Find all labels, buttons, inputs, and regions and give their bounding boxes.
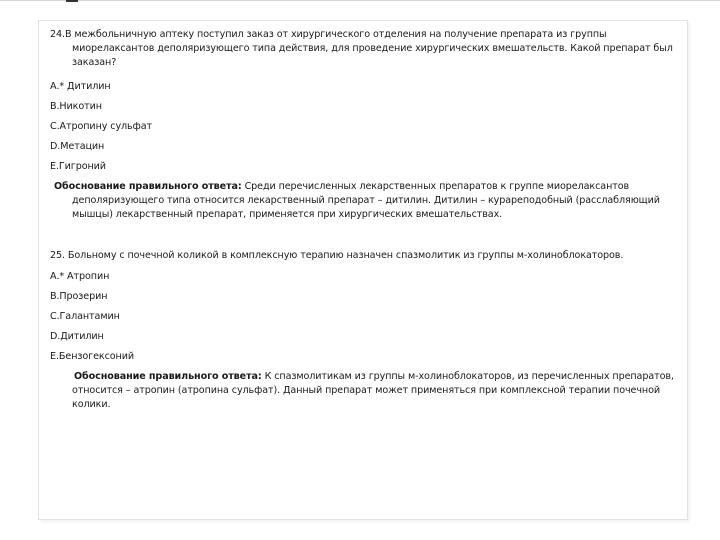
question-25-option-a: А.* Атропин <box>50 271 110 282</box>
question-24-options <box>50 77 678 177</box>
question-25-option-d: D.Дитилин <box>50 331 104 342</box>
question-24-option-d: D.Метацин <box>50 141 105 152</box>
question-24-answer-label: Обоснование правильного ответа: <box>54 181 242 192</box>
question-25-option-e: Е.Бензогексоний <box>50 351 134 362</box>
question-24-answer <box>50 180 678 222</box>
question-24-option-e: Е.Гигроний <box>50 161 106 172</box>
question-25-answer <box>50 370 678 412</box>
slide-content <box>50 28 678 412</box>
question-25-option-c: С.Галантамин <box>50 311 120 322</box>
question-24-option-a: А.* Дитилин <box>50 81 111 92</box>
question-25-answer-text: К спазмолитикам из группы м-холиноблокаторов, из перечисленных препаратов, относится – атропин (атропина сульфат). Данный препарат может применяться при комплексной терапии почечной колики. <box>72 371 674 410</box>
question-24-option-b: В.Никотин <box>50 101 102 112</box>
question-25-answer-label: Обоснование правильного ответа: <box>74 371 262 382</box>
question-24-answer-text: Среди перечисленных лекарственных препаратов к группе миорелаксантов деполяризующего типа относится лекарственный препарат – дитилин. Дитилин – курареподобный (расслабляющий мышцы) лекарственный препарат, применяется при хирургических вмешательствах. <box>72 181 660 220</box>
top-border-line <box>0 0 720 1</box>
question-25-option-b: В.Прозерин <box>50 291 108 302</box>
question-25-text: 25. Больному с почечной коликой в комплексную терапию назначен спазмолитик из группы м-холиноблокаторов. <box>50 250 624 261</box>
top-edge-mark <box>66 0 78 2</box>
question-24-text: 24.В межбольничную аптеку поступил заказ от хирургического отделения на получение препарата из группы миорелаксантов деполяризующего типа действия, для проведение хирургических вмешательств. Какой препарат был заказан? <box>50 29 673 68</box>
question-24-option-c: С.Атропину сульфат <box>50 121 152 132</box>
question-spacer <box>50 222 678 249</box>
question-25-options <box>50 267 678 367</box>
